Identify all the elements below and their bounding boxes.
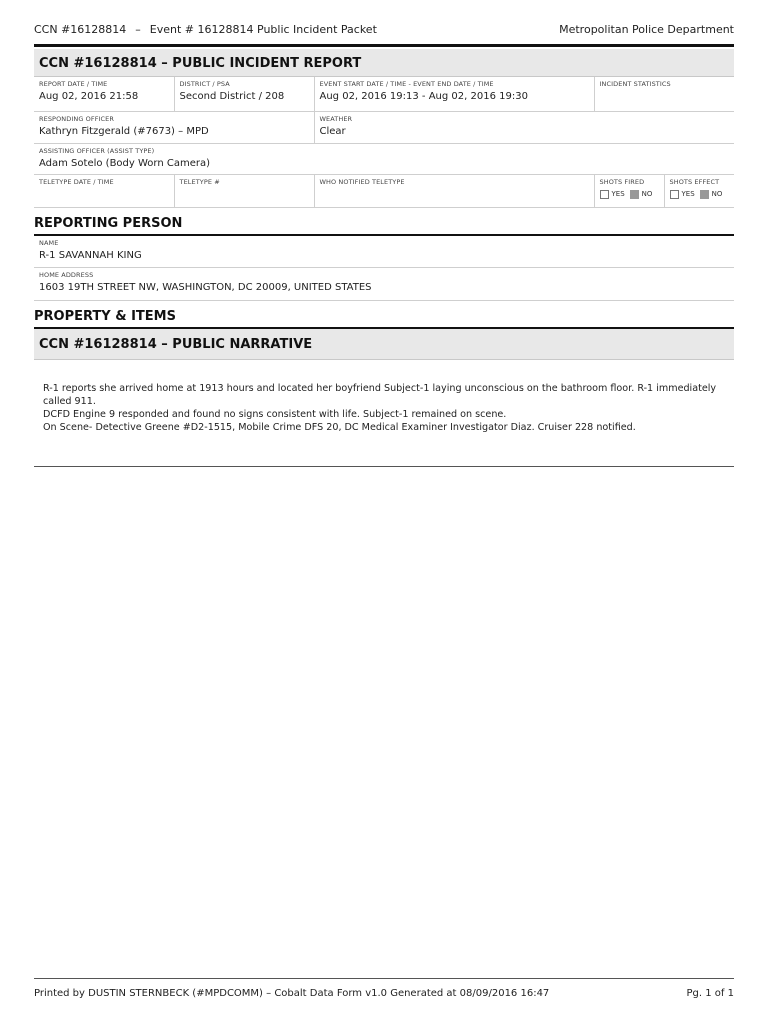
- report-date-value: Aug 02, 2016 21:58: [39, 91, 139, 102]
- shots-effect-yes-checkbox[interactable]: [670, 190, 679, 199]
- page-header-left: [34, 23, 377, 36]
- assisting-officer-cell: [34, 143, 734, 174]
- shots-fired-no-label: NO: [641, 190, 653, 198]
- assisting-officer-value: Adam Sotelo (Body Worn Camera): [39, 157, 211, 169]
- event-dates-label: EVENT START DATE / TIME - EVENT END DATE / TIME: [319, 80, 494, 88]
- assisting-officer-label: ASSISTING OFFICER (ASSIST TYPE): [39, 146, 155, 155]
- shots-effect-no-label: NO: [711, 190, 723, 198]
- reporting-person-name-value: R-1 SAVANNAH KING: [39, 250, 142, 261]
- shots-effect-no-checkbox[interactable]: [700, 190, 709, 199]
- reporting-person-address-value: 1603 19TH STREET NW, WASHINGTON, DC 20009, UNITED STATES: [39, 282, 372, 293]
- incident-statistics-cell: [594, 77, 734, 111]
- shots-fired-cell: [594, 174, 664, 207]
- shots-fired-yes-label: YES: [611, 190, 625, 198]
- responding-officer-cell: [34, 111, 314, 143]
- report-fields-table: [34, 77, 734, 208]
- narrative-title: CCN #16128814 – PUBLIC NARRATIVE: [34, 329, 734, 360]
- property-items-heading: PROPERTY & ITEMS: [34, 309, 176, 324]
- responding-officer-value: Kathryn Fitzgerald (#7673) – MPD: [39, 125, 209, 137]
- header-event: Event # 16128814 Public Incident Packet: [149, 23, 377, 36]
- teletype-date-cell: [34, 174, 174, 207]
- shots-fired-label: SHOTS FIRED: [599, 177, 645, 186]
- district-value: Second District / 208: [179, 91, 285, 102]
- weather-value: Clear: [319, 125, 346, 137]
- weather-cell: [314, 111, 734, 143]
- narrative-line-1: R-1 reports she arrived home at 1913 hours and located her boyfriend Subject-1 laying unconscious on the bathroom floor. R-1 immediately called 911.: [43, 383, 717, 407]
- narrative-line-2: DCFD Engine 9 responded and found no signs consistent with life. Subject-1 remained on scene.: [43, 409, 507, 420]
- header-rule: [34, 44, 734, 47]
- responding-officer-label: RESPONDING OFFICER: [39, 114, 115, 123]
- report-date-cell: [34, 77, 174, 111]
- reporting-person-address-field: [34, 268, 734, 301]
- report-date-label: REPORT DATE / TIME: [39, 80, 108, 88]
- header-separator: –: [135, 23, 141, 36]
- shots-effect-cell: [664, 174, 734, 207]
- who-notified-cell: [314, 174, 594, 207]
- who-notified-label: WHO NOTIFIED TELETYPE: [319, 177, 405, 186]
- reporting-person-heading: REPORTING PERSON: [34, 216, 183, 231]
- reporting-person-address-label: HOME ADDRESS: [39, 271, 94, 279]
- narrative-end-rule: [34, 466, 734, 467]
- footer-printed-by: Printed by DUSTIN STERNBECK (#MPDCOMM) – Cobalt Data Form v1.0 Generated at 08/09/2016 16:47: [34, 988, 550, 999]
- reporting-person-name-field: [34, 236, 734, 268]
- narrative-paragraph-1: [43, 382, 733, 421]
- report-title: CCN #16128814 – PUBLIC INCIDENT REPORT: [34, 49, 734, 77]
- shots-fired-options: [600, 190, 659, 199]
- weather-label: WEATHER: [319, 114, 353, 123]
- event-dates-value: Aug 02, 2016 19:13 - Aug 02, 2016 19:30: [319, 91, 528, 102]
- teletype-number-label: TELETYPE #: [179, 177, 220, 186]
- narrative-paragraph-2: On Scene- Detective Greene #D2-1515, Mobile Crime DFS 20, DC Medical Examiner Investigator Diaz. Cruiser 228 notified.: [43, 422, 636, 433]
- header-ccn: CCN #16128814: [34, 23, 127, 36]
- header-agency: Metropolitan Police Department: [559, 23, 734, 36]
- event-dates-cell: [314, 77, 594, 111]
- shots-effect-yes-label: YES: [681, 190, 695, 198]
- shots-effect-label: SHOTS EFFECT: [669, 177, 720, 186]
- teletype-date-label: TELETYPE DATE / TIME: [39, 177, 114, 186]
- reporting-person-name-label: NAME: [39, 239, 59, 247]
- district-cell: [174, 77, 314, 111]
- incident-statistics-label: INCIDENT STATISTICS: [599, 80, 671, 88]
- footer-page-number: Pg. 1 of 1: [686, 988, 734, 999]
- district-label: DISTRICT / PSA: [179, 80, 230, 88]
- teletype-number-cell: [174, 174, 314, 207]
- shots-effect-options: [670, 190, 730, 199]
- shots-fired-no-checkbox[interactable]: [630, 190, 639, 199]
- shots-fired-yes-checkbox[interactable]: [600, 190, 609, 199]
- footer-rule: [34, 978, 734, 979]
